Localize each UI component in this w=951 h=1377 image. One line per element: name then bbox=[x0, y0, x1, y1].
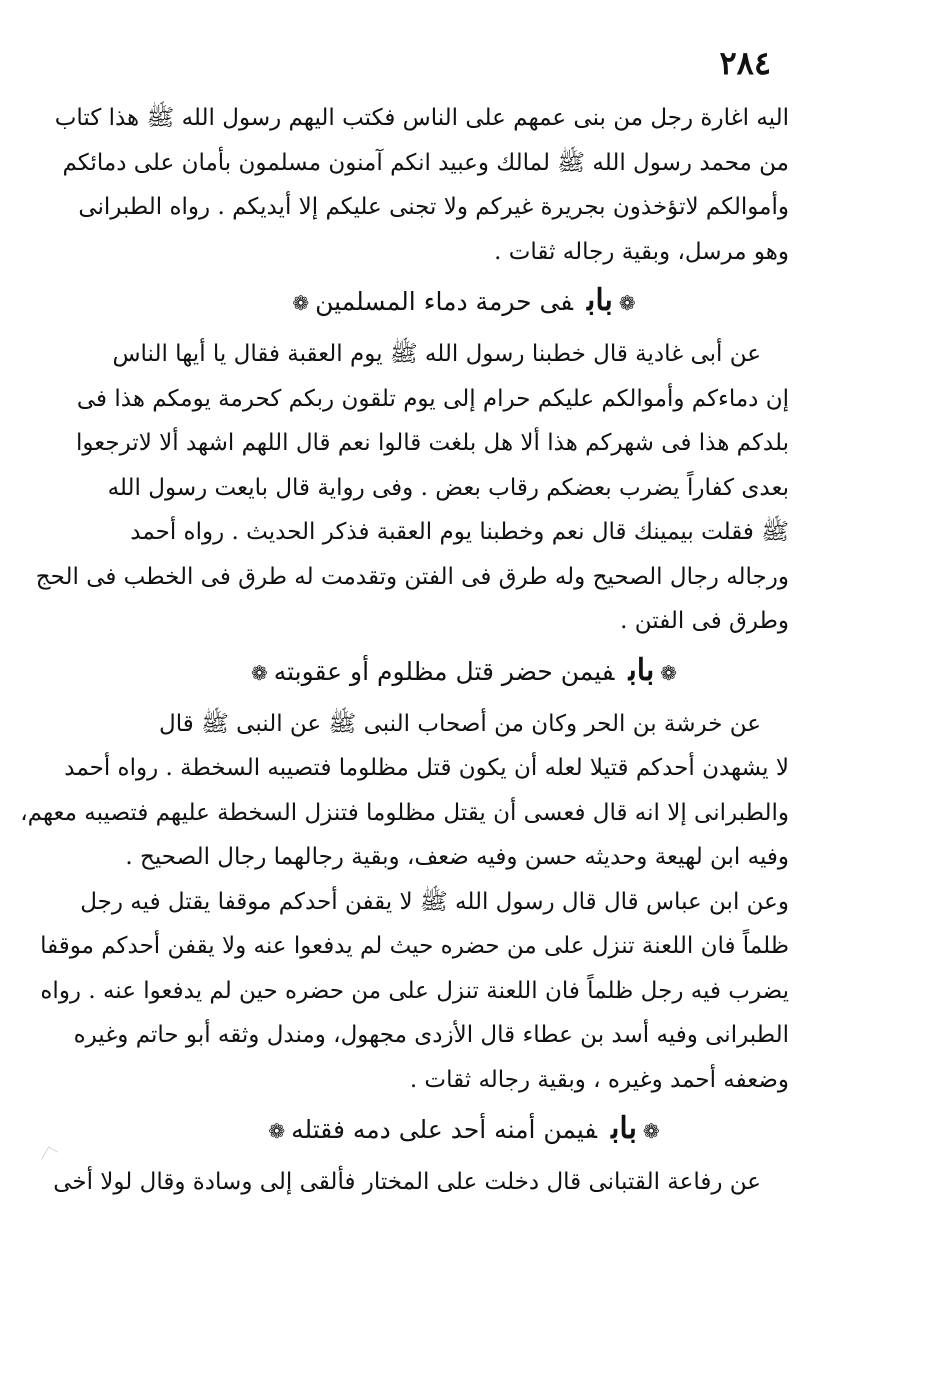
text-line: بلدكم هذا فى شهركم هذا ألا هل بلغت قالوا نعم قال اللهم اشهد ألا لاترجعوا bbox=[76, 430, 789, 456]
text-line: والطبرانى إلا انه قال فعسى أن يقتل مظلوما فتنزل السخطة عليهم فتصيبه معهم، bbox=[20, 799, 789, 826]
heading-ornament-left: ❁ bbox=[250, 660, 268, 685]
text-line: وعن ابن عباس قال قال رسول الله ﷺ لا يقفن أحدكم موقفا يقتل فيه رجل bbox=[80, 888, 789, 915]
text-line: ظلماً فان اللعنة تنزل على من حضره حيث لم يدفعوا عنه ولا يقفن أحدكم موقفا bbox=[40, 933, 789, 959]
text-line: وهو مرسل، وبقية رجاله ثقات . bbox=[494, 238, 789, 265]
text-line: وطرق فى الفتن . bbox=[620, 608, 789, 634]
section-heading bbox=[139, 648, 789, 696]
text-line: الطبرانى وفيه أسد بن عطاء قال الأزدى مجهول، ومندل وثقه أبو حاتم وغيره bbox=[73, 1022, 789, 1048]
text-line: ﷺ فقلت بيمينك قال نعم وخطبنا يوم العقبة فذكر الحديث . رواه أحمد bbox=[130, 519, 789, 545]
text-line: وضعفه أحمد وغيره ، وبقية رجاله ثقات . bbox=[409, 1066, 789, 1093]
text-line: اليه اغارة رجل من بنى عمهم على الناس فكتب اليهم رسول الله ﷺ هذا كتاب bbox=[54, 105, 789, 131]
paragraph bbox=[35, 332, 789, 644]
text-line: إن دماءكم وأموالكم عليكم حرام إلى يوم تلقون ربكم كحرمة يومكم هذا فى bbox=[76, 385, 789, 412]
text-line: ورجاله رجال الصحيح وله طرق فى الفتن وتقدمت له طرق فى الخطب فى الحج bbox=[35, 563, 789, 590]
heading-ornament-left: ❁ bbox=[292, 291, 310, 315]
text-line: وأموالكم لاتؤخذون بجريرة غيركم ولا تجنى عليكم إلا أيديكم . رواه الطبرانى bbox=[78, 194, 789, 220]
text-line: من محمد رسول الله ﷺ لمالك وعبيد انكم آمنون مسلمون بأمان على دمائكم bbox=[62, 149, 789, 176]
heading-bab-word: باب bbox=[587, 283, 613, 318]
paragraph bbox=[53, 1160, 789, 1205]
text-line: عن أبى غادية قال خطبنا رسول الله ﷺ يوم العقبة فقال يا أيها الناس bbox=[112, 341, 761, 367]
section-heading bbox=[139, 278, 789, 326]
text-line: عن خرشة بن الحر وكان من أصحاب النبى ﷺ عن النبى ﷺ قال bbox=[159, 710, 761, 737]
text-line: يضرب فيه رجل ظلماً فان اللعنة تنزل على من حضره حين لم يدفعوا عنه . رواه bbox=[40, 977, 789, 1004]
heading-bab-word: باب bbox=[611, 1111, 637, 1146]
text-line: لا يشهدن أحدكم قتيلا لعله أن يكون قتل مظلوما فتصيبه السخطة . رواه أحمد bbox=[64, 755, 789, 781]
heading-bab-word: باب bbox=[628, 652, 655, 688]
paragraph bbox=[20, 702, 789, 1103]
heading-ornament-right: ❁ bbox=[660, 660, 678, 685]
page-number: ٢٨٤ bbox=[719, 44, 771, 82]
paragraph bbox=[54, 96, 789, 274]
heading-ornament-right: ❁ bbox=[642, 1119, 660, 1143]
text-line: عن رفاعة القتبانى قال دخلت على المختار فألقى إلى وسادة وقال لولا أخى bbox=[53, 1169, 761, 1195]
text-line: وفيه ابن لهيعة وحديثه حسن وفيه ضعف، وبقية رجالهما رجال الصحيح . bbox=[125, 844, 789, 870]
heading-ornament-left: ❁ bbox=[268, 1119, 286, 1143]
section-heading bbox=[139, 1106, 789, 1154]
heading-title: فى حرمة دماء المسلمين bbox=[315, 287, 574, 316]
text-line: بعدى كفاراً يضرب بعضكم رقاب بعض . وفى رواية قال بايعت رسول الله bbox=[107, 474, 789, 501]
heading-title: فيمن أمنه أحد على دمه فقتله bbox=[291, 1115, 598, 1144]
heading-title: فيمن حضر قتل مظلوم أو عقوبته bbox=[273, 656, 615, 686]
heading-ornament-right: ❁ bbox=[618, 291, 636, 315]
page-body bbox=[20, 96, 789, 1205]
